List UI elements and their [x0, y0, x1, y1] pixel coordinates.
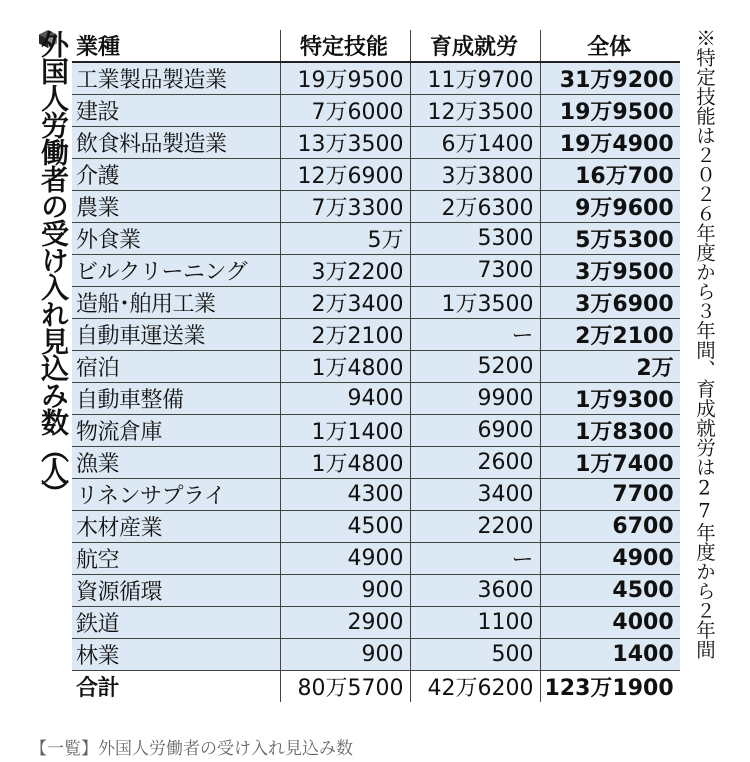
- sector-cell: 林業: [72, 639, 280, 671]
- total-cell: 4500: [540, 575, 680, 607]
- tokutei-cell: 900: [280, 575, 410, 607]
- total-cell: 1万8300: [540, 415, 680, 447]
- footnote: ※特定技能は２０２６年度から３年間、育成就労は27年度から２年間: [693, 28, 716, 659]
- sector-cell: 資源循環: [72, 575, 280, 607]
- tokutei-cell: 2万2100: [280, 319, 410, 351]
- sum-total: 123万1900: [540, 671, 680, 703]
- table-row: [72, 223, 680, 255]
- table-row: [72, 383, 680, 415]
- total-cell: 5万5300: [540, 223, 680, 255]
- ikusei-cell: 9900: [410, 383, 540, 415]
- ikusei-cell: 6900: [410, 415, 540, 447]
- tokutei-cell: 2万3400: [280, 287, 410, 319]
- table-row: [72, 127, 680, 159]
- workers-table: [72, 30, 680, 702]
- sector-cell: 介護: [72, 159, 280, 191]
- sector-cell: ビルクリーニング: [72, 255, 280, 287]
- header-sector: 業種: [72, 30, 280, 62]
- tokutei-cell: 5万: [280, 223, 410, 255]
- ikusei-cell: ー: [410, 319, 540, 351]
- sum-tokutei: 80万5700: [280, 671, 410, 703]
- table-row: [72, 639, 680, 671]
- tokutei-cell: 1万4800: [280, 447, 410, 479]
- total-cell: 31万9200: [540, 62, 680, 95]
- sector-cell: 木材産業: [72, 511, 280, 543]
- table-row: [72, 255, 680, 287]
- table-row: [72, 287, 680, 319]
- ikusei-cell: 7300: [410, 255, 540, 287]
- sector-cell: 造船･舶用工業: [72, 287, 280, 319]
- ikusei-cell: 3600: [410, 575, 540, 607]
- total-cell: 2万2100: [540, 319, 680, 351]
- header-tokutei: 特定技能: [280, 30, 410, 62]
- ikusei-cell: 5300: [410, 223, 540, 255]
- total-cell: 1万9300: [540, 383, 680, 415]
- tokutei-cell: 9400: [280, 383, 410, 415]
- header-row: [72, 30, 680, 62]
- tokutei-cell: 3万2200: [280, 255, 410, 287]
- sector-cell: 宿泊: [72, 351, 280, 383]
- total-cell: 1万7400: [540, 447, 680, 479]
- sum-ikusei: 42万6200: [410, 671, 540, 703]
- total-cell: 16万700: [540, 159, 680, 191]
- tokutei-cell: 900: [280, 639, 410, 671]
- table-row: [72, 447, 680, 479]
- header-total: 全体: [540, 30, 680, 62]
- ikusei-cell: 3400: [410, 479, 540, 511]
- sector-cell: 外食業: [72, 223, 280, 255]
- tokutei-cell: 1万1400: [280, 415, 410, 447]
- sector-cell: 鉄道: [72, 607, 280, 639]
- ikusei-cell: 5200: [410, 351, 540, 383]
- ikusei-cell: 11万9700: [410, 62, 540, 95]
- table-row: [72, 95, 680, 127]
- sector-cell: 航空: [72, 543, 280, 575]
- tokutei-cell: 1万4800: [280, 351, 410, 383]
- table-row: [72, 191, 680, 223]
- total-cell: 3万9500: [540, 255, 680, 287]
- title-text: 外国人労働者の受け入れ見込み数: [37, 30, 70, 435]
- table-row: [72, 479, 680, 511]
- tokutei-cell: 19万9500: [280, 62, 410, 95]
- sector-cell: 自動車運送業: [72, 319, 280, 351]
- ikusei-cell: 6万1400: [410, 127, 540, 159]
- header-ikusei: 育成就労: [410, 30, 540, 62]
- table-row: [72, 543, 680, 575]
- sum-row: [72, 671, 680, 703]
- ikusei-cell: 1万3500: [410, 287, 540, 319]
- tokutei-cell: 4500: [280, 511, 410, 543]
- total-cell: 19万4900: [540, 127, 680, 159]
- total-cell: 6700: [540, 511, 680, 543]
- figure-caption: 【一覧】外国人労働者の受け入れ見込み数: [30, 739, 353, 759]
- total-cell: 3万6900: [540, 287, 680, 319]
- ikusei-cell: 2万6300: [410, 191, 540, 223]
- total-cell: 1400: [540, 639, 680, 671]
- ikusei-cell: 12万3500: [410, 95, 540, 127]
- title-unit: （人）: [37, 435, 70, 501]
- ikusei-cell: 1100: [410, 607, 540, 639]
- total-cell: 2万: [540, 351, 680, 383]
- ikusei-cell: 2200: [410, 511, 540, 543]
- tokutei-cell: 13万3500: [280, 127, 410, 159]
- ikusei-cell: 3万3800: [410, 159, 540, 191]
- table-row: [72, 511, 680, 543]
- tokutei-cell: 12万6900: [280, 159, 410, 191]
- sector-cell: 工業製品製造業: [72, 62, 280, 95]
- table-row: [72, 62, 680, 95]
- sector-cell: 農業: [72, 191, 280, 223]
- tokutei-cell: 4300: [280, 479, 410, 511]
- sector-cell: 自動車整備: [72, 383, 280, 415]
- total-cell: 19万9500: [540, 95, 680, 127]
- total-cell: 9万9600: [540, 191, 680, 223]
- table-row: [72, 351, 680, 383]
- figure-title: [34, 30, 68, 501]
- tokutei-cell: 2900: [280, 607, 410, 639]
- table-row: [72, 607, 680, 639]
- ikusei-cell: 2600: [410, 447, 540, 479]
- sum-label: 合計: [72, 671, 280, 703]
- sector-cell: 飲食料品製造業: [72, 127, 280, 159]
- sector-cell: 建設: [72, 95, 280, 127]
- tokutei-cell: 4900: [280, 543, 410, 575]
- sector-cell: 漁業: [72, 447, 280, 479]
- tokutei-cell: 7万3300: [280, 191, 410, 223]
- table-row: [72, 575, 680, 607]
- sector-cell: リネンサプライ: [72, 479, 280, 511]
- total-cell: 4900: [540, 543, 680, 575]
- ikusei-cell: ー: [410, 543, 540, 575]
- table-row: [72, 319, 680, 351]
- tokutei-cell: 7万6000: [280, 95, 410, 127]
- total-cell: 4000: [540, 607, 680, 639]
- sector-cell: 物流倉庫: [72, 415, 280, 447]
- table-row: [72, 415, 680, 447]
- total-cell: 7700: [540, 479, 680, 511]
- table-row: [72, 159, 680, 191]
- ikusei-cell: 500: [410, 639, 540, 671]
